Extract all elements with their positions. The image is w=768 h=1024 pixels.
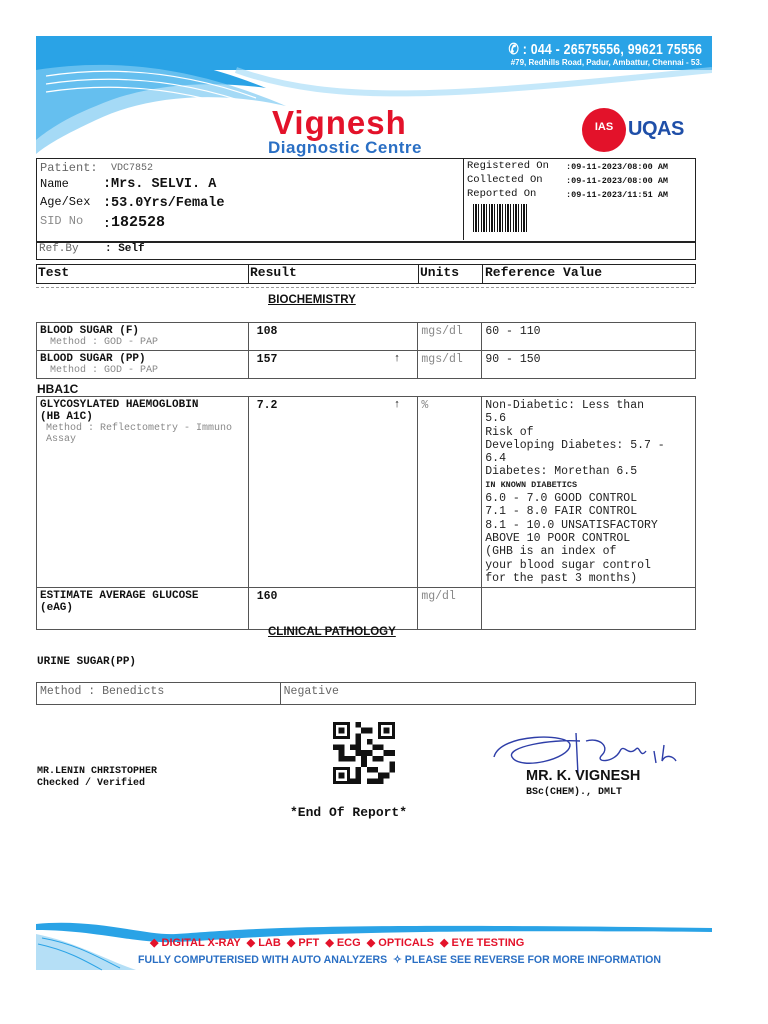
result-cell: [248, 588, 418, 630]
result-value: 7.2: [256, 399, 278, 412]
table-row: [37, 683, 696, 705]
biochem-table: [36, 322, 696, 379]
table-row: [37, 323, 696, 351]
table-row: [37, 588, 696, 630]
ref-line: ABOVE 10 POOR CONTROL: [485, 531, 631, 545]
ias-logo-text: IAS: [594, 121, 614, 133]
registered-label: Registered On: [467, 160, 549, 172]
result-value: 157: [256, 353, 278, 366]
ias-logo-icon: [582, 108, 626, 152]
ref-line: Non-Diabetic: Less than: [485, 399, 644, 412]
reference-cell: [482, 397, 696, 588]
agesex-colon: :: [103, 196, 112, 211]
unit-cell: %: [418, 397, 482, 588]
signatory-degree: BSc(CHEM)., DMLT: [526, 787, 623, 798]
result-cell: Negative: [280, 683, 695, 705]
ref-line: (GHB is an index of: [485, 545, 617, 559]
unit-cell: mg/dl: [418, 588, 482, 630]
unit-cell: mgs/dl: [418, 323, 482, 351]
patient-id: VDC7852: [111, 163, 154, 174]
ref-line: Risk of: [485, 425, 534, 439]
col-div-2: [418, 264, 419, 284]
result-cell: [248, 323, 418, 351]
test-name-line2: (HB A1C): [40, 411, 93, 423]
checker-name: MR.LENIN CHRISTOPHER: [37, 766, 158, 777]
ref-line: Developing Diabetes: 5.7 -: [485, 438, 665, 452]
unit-cell: mgs/dl: [418, 351, 482, 379]
test-method: Method : GOD - PAP: [50, 365, 159, 376]
test-cell: [37, 588, 249, 630]
test-cell: [37, 397, 249, 588]
result-value: 160: [256, 590, 278, 604]
result-cell: [248, 351, 418, 379]
registered-value: :09-11-2023/08:00 AM: [566, 162, 669, 172]
qr-code-icon: [331, 722, 397, 784]
checker-role: Checked / Verified: [37, 778, 146, 789]
ref-line: 6.0 - 7.0 GOOD CONTROL: [485, 492, 638, 506]
brand-name: Vignesh: [272, 104, 407, 141]
reported-value: :09-11-2023/11:51 AM: [566, 190, 669, 200]
address: #79, Redhills Road, Padur, Ambattur, Chennai - 53.: [510, 58, 702, 67]
uqas-logo-icon: UQAS: [628, 118, 684, 140]
sid-colon: :: [103, 216, 111, 231]
table-row: [37, 351, 696, 379]
test-name: BLOOD SUGAR (PP): [40, 353, 146, 365]
reported-label: Reported On: [467, 188, 537, 200]
barcode: [473, 204, 529, 232]
name-colon: :: [103, 177, 112, 192]
ref-line: 5.6: [485, 412, 506, 426]
signatory-name: MR. K. VIGNESH: [526, 768, 641, 784]
name-label: Name: [40, 177, 69, 191]
col-div-1: [248, 264, 249, 284]
letterhead-header: [36, 36, 712, 157]
reference-cell: 60 - 110: [482, 323, 696, 351]
brand-subtitle: Diagnostic Centre: [268, 138, 422, 157]
ref-line: 6.4: [485, 452, 506, 466]
test-cell: [37, 323, 249, 351]
test-name: ESTIMATE AVERAGE GLUCOSE: [40, 590, 199, 603]
ref-line: 7.1 - 8.0 FAIR CONTROL: [485, 505, 638, 519]
section-clinical-pathology: CLINICAL PATHOLOGY: [268, 626, 396, 638]
ref-line: for the past 3 months): [485, 571, 638, 585]
end-of-report: *End Of Report*: [290, 805, 408, 820]
header-dash-line: [36, 287, 694, 288]
ref-line: Diabetes: Morethan 6.5: [485, 465, 638, 479]
high-flag-icon: ↑: [393, 353, 401, 365]
refby-label: Ref.By: [39, 243, 79, 255]
collected-label: Collected On: [467, 174, 543, 186]
patient-agesex: 53.0Yrs/Female: [111, 196, 225, 211]
col-div-3: [482, 264, 483, 284]
agesex-label: Age/Sex: [40, 195, 91, 209]
result-cell: [248, 397, 418, 588]
col-reference: Reference Value: [485, 265, 603, 280]
reference-cell: 90 - 150: [482, 351, 696, 379]
col-units: Units: [420, 265, 460, 280]
patient-name: Mrs. SELVI. A: [111, 177, 217, 192]
refby-value: : Self: [105, 243, 145, 255]
phone-number: ✆ : 044 - 26575556, 99621 75556: [508, 41, 702, 58]
test-method: Method : Reflectometry - Immuno Assay: [46, 423, 233, 445]
clinical-table: [36, 682, 696, 705]
table-row: [37, 397, 696, 588]
hba1c-table: [36, 396, 696, 630]
ref-line: 8.1 - 10.0 UNSATISFACTORY: [485, 518, 658, 532]
footer-tagline: FULLY COMPUTERISED WITH AUTO ANALYZERS ✧ PLEASE SEE REVERSE FOR MORE INFORMATION: [138, 954, 662, 966]
services-list: ◆ DIGITAL X-RAY ◆ LAB ◆ PFT ◆ ECG ◆ OPTICALS ◆ EYE TESTING: [150, 937, 525, 949]
collected-value: :09-11-2023/08:00 AM: [566, 176, 669, 186]
test-cell: [37, 351, 249, 379]
sid-label: SID No: [40, 214, 84, 228]
result-value: 108: [256, 325, 278, 338]
urine-test-name: URINE SUGAR(PP): [37, 656, 137, 668]
ref-line: your blood sugar control: [485, 558, 651, 572]
reference-cell: [482, 588, 696, 630]
patient-divider: [463, 158, 464, 240]
section-biochemistry: BIOCHEMISTRY: [268, 294, 356, 306]
test-name: BLOOD SUGAR (F): [40, 325, 140, 337]
patient-label: Patient:: [40, 161, 98, 175]
test-method: Method : GOD - PAP: [50, 337, 159, 348]
col-test: Test: [38, 265, 70, 280]
test-name: GLYCOSYLATED HAEMOGLOBIN: [40, 399, 199, 411]
test-name-line2: (eAG): [40, 602, 74, 615]
method-cell: Method : Benedicts: [37, 683, 281, 705]
known-diabetics-label: IN KNOWN DIABETICS: [485, 479, 578, 490]
col-result: Result: [250, 265, 297, 280]
hba1c-heading: HBA1C: [37, 382, 79, 396]
sid-number: 182528: [111, 214, 166, 231]
high-flag-icon: ↑: [393, 399, 401, 411]
